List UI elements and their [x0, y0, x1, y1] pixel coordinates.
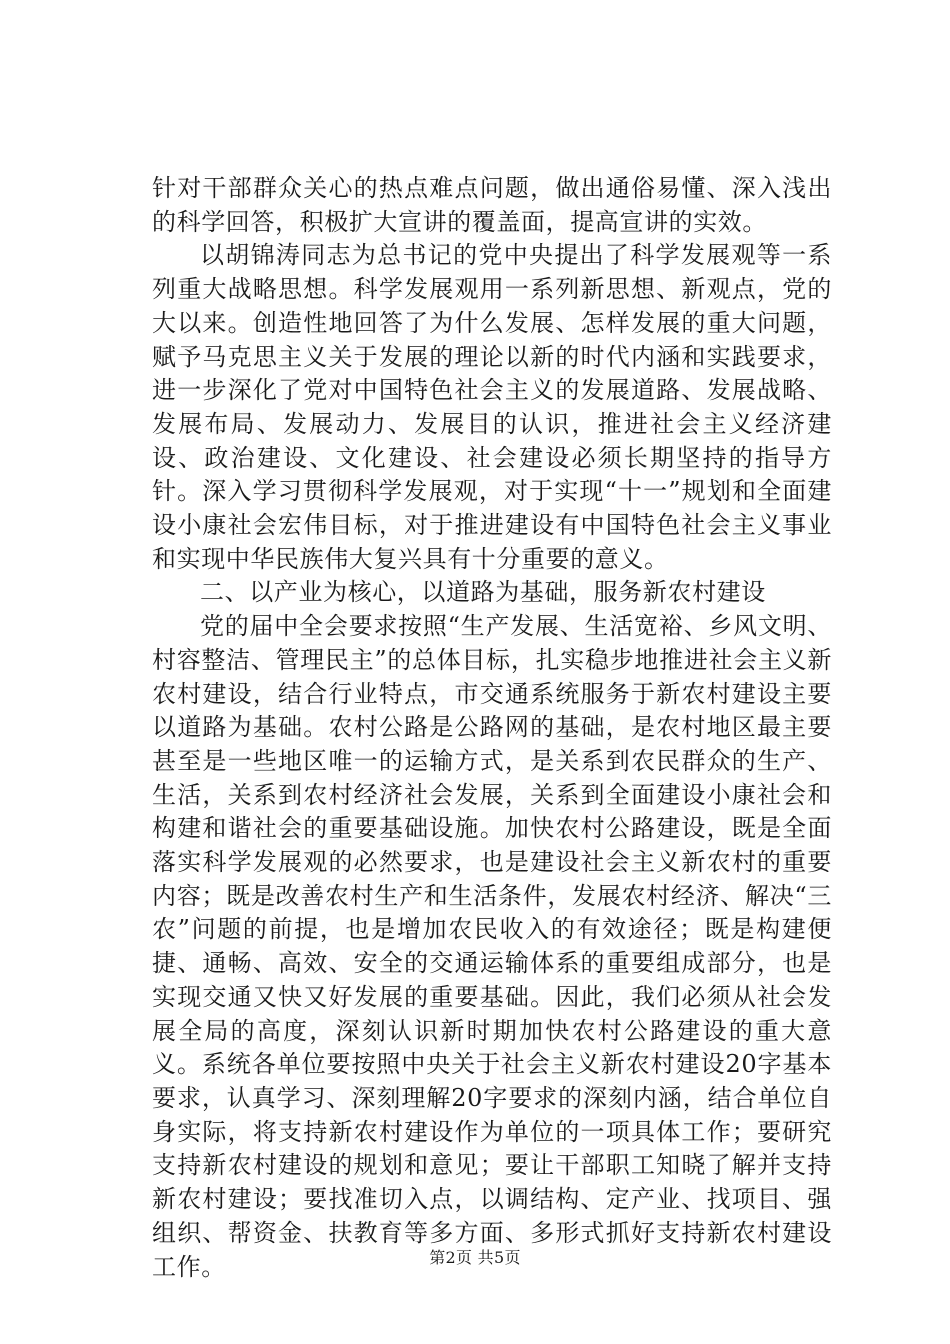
page-number-footer: 第2页 共5页 — [429, 1248, 521, 1267]
section-heading: 二、以产业为核心，以道路为基础，服务新农村建设 — [200, 578, 766, 607]
paragraph-continuation: 针对干部群众关心的热点难点问题，做出通俗易懂、深入浅出的科学回答，积极扩大宣讲的覆盖面，提高宣讲的实效。 — [152, 174, 832, 236]
document-body — [152, 172, 832, 1284]
paragraph-scientific-development: 以胡锦涛同志为总书记的党中央提出了科学发展观等一系列重大战略思想。科学发展观用一系列新思想、新观点，党的大以来。创造性地回答了为什么发展、怎样发展的重大问题，赋予马克思主义关于发展的理论以新的时代内涵和实践要求，进一步深化了党对中国特色社会主义的发展道路、发展战略、发展布局、发展动力、发展目的认识，推进社会主义经济建设、政治建设、文化建设、社会建设必须长期坚持的指导方针。深入学习贯彻科学发展观，对于实现“十一”规划和全面建设小康社会宏伟目标，对于推进建设有中国特色社会主义事业和实现中华民族伟大复兴具有十分重要的意义。 — [152, 241, 832, 573]
paragraph-rural-construction: 党的届中全会要求按照“生产发展、生活宽裕、乡风文明、村容整洁、管理民主”的总体目标，扎实稳步地推进社会主义新农村建设，结合行业特点，市交通系统服务于新农村建设主要以道路为基础。农村公路是公路网的基础，是农村地区最主要甚至是一些地区唯一的运输方式，是关系到农民群众的生产、生活，关系到农村经济社会发展，关系到全面建设小康社会和构建和谐社会的重要基础设施。加快农村公路建设，既是全面落实科学发展观的必然要求，也是建设社会主义新农村的重要内容；既是改善农村生产和生活条件，发展农村经济、解决“三农”问题的前提，也是增加农民收入的有效途径；既是构建便捷、通畅、高效、安全的交通运输体系的重要组成部分，也是实现交通又快又好发展的重要基础。因此，我们必须从社会发展全局的高度，深刻认识新时期加快农村公路建设的重大意义。系统各单位要按照中央关于社会主义新农村建设20字基本要求，认真学习、深刻理解20字要求的深刻内涵，结合单位自身实际，将支持新农村建设作为单位的一项具体工作；要研究支持新农村建设的规划和意见；要让干部职工知晓了解并支持新农村建设；要找准切入点，以调结构、定产业、找项目、强组织、帮资金、扶教育等多方面、多形式抓好支持新农村建设工作。 — [152, 612, 832, 1281]
